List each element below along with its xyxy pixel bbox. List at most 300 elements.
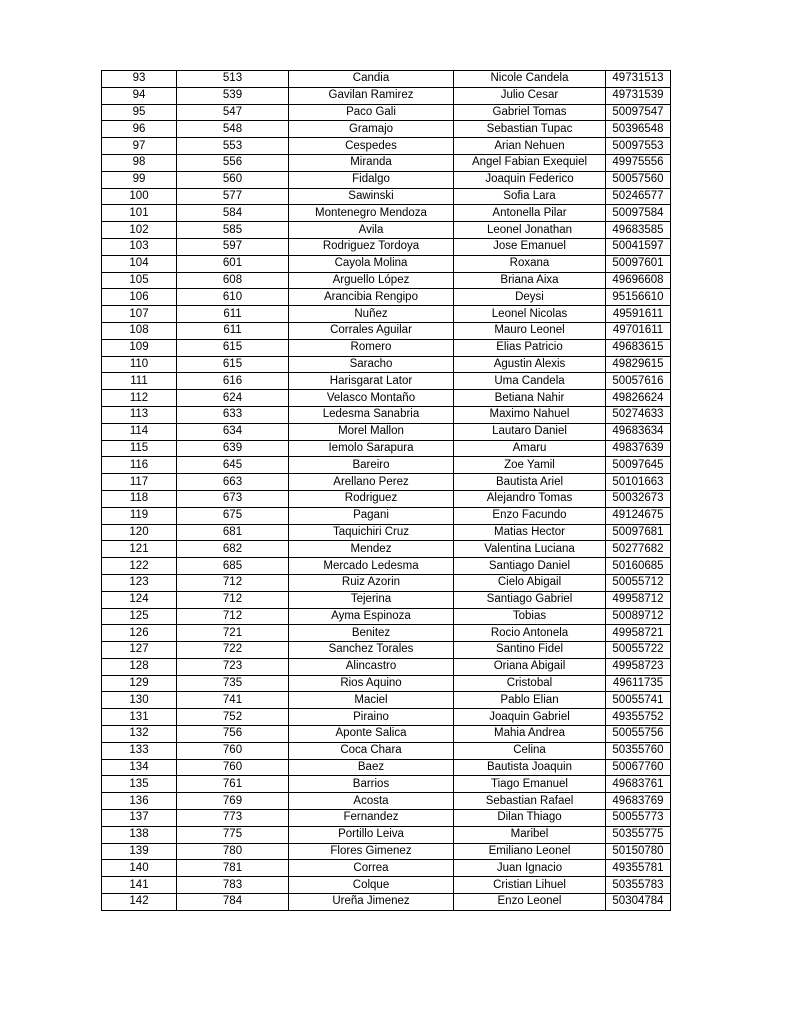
order-number-cell: 723 xyxy=(177,658,289,675)
surname-cell: Pagani xyxy=(289,507,454,524)
row-number-cell: 114 xyxy=(102,423,177,440)
row-number-cell: 115 xyxy=(102,440,177,457)
surname-cell: Iemolo Sarapura xyxy=(289,440,454,457)
order-number-cell: 722 xyxy=(177,642,289,659)
row-number-cell: 104 xyxy=(102,255,177,272)
given-names-cell: Enzo Facundo xyxy=(454,507,606,524)
surname-cell: Mercado Ledesma xyxy=(289,558,454,575)
table-row xyxy=(102,877,671,894)
id-number-cell: 50304784 xyxy=(606,894,671,911)
table-row xyxy=(102,558,671,575)
given-names-cell: Joaquin Gabriel xyxy=(454,709,606,726)
given-names-cell: Deysi xyxy=(454,289,606,306)
order-number-cell: 610 xyxy=(177,289,289,306)
id-number-cell: 50032673 xyxy=(606,490,671,507)
order-number-cell: 597 xyxy=(177,238,289,255)
order-number-cell: 513 xyxy=(177,71,289,88)
row-number-cell: 130 xyxy=(102,692,177,709)
surname-cell: Baez xyxy=(289,759,454,776)
given-names-cell: Bautista Ariel xyxy=(454,474,606,491)
given-names-cell: Rocio Antonela xyxy=(454,625,606,642)
row-number-cell: 101 xyxy=(102,205,177,222)
given-names-cell: Emiliano Leonel xyxy=(454,843,606,860)
table-row xyxy=(102,759,671,776)
table-body xyxy=(102,71,671,911)
order-number-cell: 783 xyxy=(177,877,289,894)
table-row xyxy=(102,255,671,272)
order-number-cell: 781 xyxy=(177,860,289,877)
surname-cell: Gavilan Ramirez xyxy=(289,87,454,104)
table-row xyxy=(102,490,671,507)
row-number-cell: 142 xyxy=(102,894,177,911)
surname-cell: Avila xyxy=(289,222,454,239)
given-names-cell: Sebastian Rafael xyxy=(454,793,606,810)
table-row xyxy=(102,423,671,440)
surname-cell: Ayma Espinoza xyxy=(289,608,454,625)
given-names-cell: Leonel Nicolas xyxy=(454,306,606,323)
surname-cell: Ruiz Azorin xyxy=(289,574,454,591)
given-names-cell: Santiago Daniel xyxy=(454,558,606,575)
row-number-cell: 135 xyxy=(102,776,177,793)
row-number-cell: 112 xyxy=(102,390,177,407)
table-row xyxy=(102,726,671,743)
surname-cell: Bareiro xyxy=(289,457,454,474)
row-number-cell: 118 xyxy=(102,490,177,507)
table-row xyxy=(102,390,671,407)
row-number-cell: 136 xyxy=(102,793,177,810)
order-number-cell: 756 xyxy=(177,726,289,743)
row-number-cell: 123 xyxy=(102,574,177,591)
table-row xyxy=(102,591,671,608)
table-row xyxy=(102,709,671,726)
given-names-cell: Pablo Elian xyxy=(454,692,606,709)
id-number-cell: 49975556 xyxy=(606,154,671,171)
given-names-cell: Enzo Leonel xyxy=(454,894,606,911)
id-number-cell: 50055756 xyxy=(606,726,671,743)
row-number-cell: 108 xyxy=(102,322,177,339)
table-row xyxy=(102,373,671,390)
given-names-cell: Cielo Abigail xyxy=(454,574,606,591)
order-number-cell: 712 xyxy=(177,591,289,608)
id-number-cell: 50097584 xyxy=(606,205,671,222)
given-names-cell: Tobias xyxy=(454,608,606,625)
row-number-cell: 105 xyxy=(102,272,177,289)
table-row xyxy=(102,625,671,642)
id-number-cell: 50089712 xyxy=(606,608,671,625)
id-number-cell: 50160685 xyxy=(606,558,671,575)
row-number-cell: 122 xyxy=(102,558,177,575)
table-row xyxy=(102,457,671,474)
id-number-cell: 49701611 xyxy=(606,322,671,339)
id-number-cell: 49611735 xyxy=(606,675,671,692)
order-number-cell: 560 xyxy=(177,171,289,188)
given-names-cell: Tiago Emanuel xyxy=(454,776,606,793)
order-number-cell: 585 xyxy=(177,222,289,239)
id-number-cell: 49826624 xyxy=(606,390,671,407)
row-number-cell: 95 xyxy=(102,104,177,121)
order-number-cell: 615 xyxy=(177,356,289,373)
given-names-cell: Jose Emanuel xyxy=(454,238,606,255)
order-number-cell: 769 xyxy=(177,793,289,810)
table-row xyxy=(102,138,671,155)
surname-cell: Benitez xyxy=(289,625,454,642)
order-number-cell: 663 xyxy=(177,474,289,491)
surname-cell: Rodriguez xyxy=(289,490,454,507)
given-names-cell: Cristian Lihuel xyxy=(454,877,606,894)
surname-cell: Sawinski xyxy=(289,188,454,205)
given-names-cell: Briana Aixa xyxy=(454,272,606,289)
surname-cell: Portillo Leiva xyxy=(289,826,454,843)
table-row xyxy=(102,776,671,793)
row-number-cell: 139 xyxy=(102,843,177,860)
table-row xyxy=(102,793,671,810)
order-number-cell: 547 xyxy=(177,104,289,121)
id-number-cell: 50057616 xyxy=(606,373,671,390)
given-names-cell: Valentina Luciana xyxy=(454,541,606,558)
order-number-cell: 556 xyxy=(177,154,289,171)
table-row xyxy=(102,574,671,591)
row-number-cell: 109 xyxy=(102,339,177,356)
id-number-cell: 50055741 xyxy=(606,692,671,709)
surname-cell: Corrales Aguilar xyxy=(289,322,454,339)
given-names-cell: Nicole Candela xyxy=(454,71,606,88)
order-number-cell: 721 xyxy=(177,625,289,642)
id-number-cell: 49683761 xyxy=(606,776,671,793)
surname-cell: Tejerina xyxy=(289,591,454,608)
table-row xyxy=(102,406,671,423)
surname-cell: Saracho xyxy=(289,356,454,373)
id-number-cell: 49591611 xyxy=(606,306,671,323)
row-number-cell: 120 xyxy=(102,524,177,541)
row-number-cell: 138 xyxy=(102,826,177,843)
surname-cell: Candia xyxy=(289,71,454,88)
order-number-cell: 681 xyxy=(177,524,289,541)
id-number-cell: 49683585 xyxy=(606,222,671,239)
surname-cell: Paco Gali xyxy=(289,104,454,121)
table-row xyxy=(102,860,671,877)
given-names-cell: Amaru xyxy=(454,440,606,457)
id-number-cell: 49731539 xyxy=(606,87,671,104)
surname-cell: Miranda xyxy=(289,154,454,171)
row-number-cell: 124 xyxy=(102,591,177,608)
given-names-cell: Cristobal xyxy=(454,675,606,692)
id-number-cell: 50097601 xyxy=(606,255,671,272)
table-row xyxy=(102,356,671,373)
surname-cell: Taquichiri Cruz xyxy=(289,524,454,541)
table-row xyxy=(102,894,671,911)
id-number-cell: 49829615 xyxy=(606,356,671,373)
table-row xyxy=(102,205,671,222)
id-number-cell: 50097681 xyxy=(606,524,671,541)
given-names-cell: Juan Ignacio xyxy=(454,860,606,877)
id-number-cell: 50396548 xyxy=(606,121,671,138)
row-number-cell: 97 xyxy=(102,138,177,155)
surname-cell: Arancibia Rengipo xyxy=(289,289,454,306)
given-names-cell: Maximo Nahuel xyxy=(454,406,606,423)
order-number-cell: 577 xyxy=(177,188,289,205)
order-number-cell: 611 xyxy=(177,306,289,323)
id-number-cell: 49683769 xyxy=(606,793,671,810)
given-names-cell: Mauro Leonel xyxy=(454,322,606,339)
row-number-cell: 126 xyxy=(102,625,177,642)
id-number-cell: 50097547 xyxy=(606,104,671,121)
table-row xyxy=(102,810,671,827)
row-number-cell: 125 xyxy=(102,608,177,625)
table-row xyxy=(102,71,671,88)
order-number-cell: 712 xyxy=(177,608,289,625)
id-number-cell: 49958712 xyxy=(606,591,671,608)
id-number-cell: 50055722 xyxy=(606,642,671,659)
surname-cell: Sanchez Torales xyxy=(289,642,454,659)
given-names-cell: Dilan Thiago xyxy=(454,810,606,827)
table-row xyxy=(102,474,671,491)
given-names-cell: Matias Hector xyxy=(454,524,606,541)
table-row xyxy=(102,188,671,205)
given-names-cell: Sebastian Tupac xyxy=(454,121,606,138)
row-number-cell: 96 xyxy=(102,121,177,138)
surname-cell: Fernandez xyxy=(289,810,454,827)
surname-cell: Rodriguez Tordoya xyxy=(289,238,454,255)
table-row xyxy=(102,272,671,289)
table-row xyxy=(102,121,671,138)
order-number-cell: 752 xyxy=(177,709,289,726)
given-names-cell: Antonella Pilar xyxy=(454,205,606,222)
table-row xyxy=(102,238,671,255)
surname-cell: Mendez xyxy=(289,541,454,558)
id-number-cell: 49696608 xyxy=(606,272,671,289)
id-number-cell: 49683634 xyxy=(606,423,671,440)
order-number-cell: 741 xyxy=(177,692,289,709)
given-names-cell: Alejandro Tomas xyxy=(454,490,606,507)
id-number-cell: 49355781 xyxy=(606,860,671,877)
row-number-cell: 110 xyxy=(102,356,177,373)
id-number-cell: 49958723 xyxy=(606,658,671,675)
row-number-cell: 129 xyxy=(102,675,177,692)
table-row xyxy=(102,826,671,843)
id-number-cell: 50097645 xyxy=(606,457,671,474)
id-number-cell: 50274633 xyxy=(606,406,671,423)
id-number-cell: 50355783 xyxy=(606,877,671,894)
row-number-cell: 93 xyxy=(102,71,177,88)
surname-cell: Romero xyxy=(289,339,454,356)
row-number-cell: 127 xyxy=(102,642,177,659)
surname-cell: Velasco Montaño xyxy=(289,390,454,407)
order-number-cell: 775 xyxy=(177,826,289,843)
surname-cell: Rios Aquino xyxy=(289,675,454,692)
order-number-cell: 539 xyxy=(177,87,289,104)
id-number-cell: 50355760 xyxy=(606,742,671,759)
surname-cell: Barrios xyxy=(289,776,454,793)
order-number-cell: 634 xyxy=(177,423,289,440)
given-names-cell: Uma Candela xyxy=(454,373,606,390)
row-number-cell: 106 xyxy=(102,289,177,306)
surname-cell: Maciel xyxy=(289,692,454,709)
surname-cell: Cespedes xyxy=(289,138,454,155)
row-number-cell: 132 xyxy=(102,726,177,743)
given-names-cell: Santino Fidel xyxy=(454,642,606,659)
table-row xyxy=(102,642,671,659)
given-names-cell: Agustin Alexis xyxy=(454,356,606,373)
given-names-cell: Oriana Abigail xyxy=(454,658,606,675)
surname-cell: Morel Mallon xyxy=(289,423,454,440)
order-number-cell: 584 xyxy=(177,205,289,222)
given-names-cell: Santiago Gabriel xyxy=(454,591,606,608)
table-row xyxy=(102,742,671,759)
given-names-cell: Bautista Joaquin xyxy=(454,759,606,776)
given-names-cell: Leonel Jonathan xyxy=(454,222,606,239)
row-number-cell: 141 xyxy=(102,877,177,894)
table-row xyxy=(102,154,671,171)
given-names-cell: Arian Nehuen xyxy=(454,138,606,155)
table-row xyxy=(102,322,671,339)
surname-cell: Colque xyxy=(289,877,454,894)
surname-cell: Aponte Salica xyxy=(289,726,454,743)
order-number-cell: 601 xyxy=(177,255,289,272)
surname-cell: Montenegro Mendoza xyxy=(289,205,454,222)
id-number-cell: 50277682 xyxy=(606,541,671,558)
table-row xyxy=(102,306,671,323)
id-number-cell: 50246577 xyxy=(606,188,671,205)
id-number-cell: 49355752 xyxy=(606,709,671,726)
table-row xyxy=(102,171,671,188)
given-names-cell: Julio Cesar xyxy=(454,87,606,104)
given-names-cell: Joaquin Federico xyxy=(454,171,606,188)
id-number-cell: 50101663 xyxy=(606,474,671,491)
id-number-cell: 50150780 xyxy=(606,843,671,860)
order-number-cell: 760 xyxy=(177,759,289,776)
table-row xyxy=(102,339,671,356)
surname-cell: Flores Gimenez xyxy=(289,843,454,860)
table-row xyxy=(102,692,671,709)
table-row xyxy=(102,289,671,306)
table-row xyxy=(102,541,671,558)
order-number-cell: 773 xyxy=(177,810,289,827)
id-number-cell: 50041597 xyxy=(606,238,671,255)
table-row xyxy=(102,675,671,692)
surname-cell: Coca Chara xyxy=(289,742,454,759)
table-row xyxy=(102,87,671,104)
table-row xyxy=(102,104,671,121)
row-number-cell: 133 xyxy=(102,742,177,759)
table-row xyxy=(102,507,671,524)
surname-cell: Gramajo xyxy=(289,121,454,138)
id-number-cell: 50097553 xyxy=(606,138,671,155)
surname-cell: Ledesma Sanabria xyxy=(289,406,454,423)
row-number-cell: 102 xyxy=(102,222,177,239)
table-row xyxy=(102,524,671,541)
row-number-cell: 107 xyxy=(102,306,177,323)
order-number-cell: 780 xyxy=(177,843,289,860)
row-number-cell: 100 xyxy=(102,188,177,205)
row-number-cell: 99 xyxy=(102,171,177,188)
row-number-cell: 116 xyxy=(102,457,177,474)
id-number-cell: 49958721 xyxy=(606,625,671,642)
order-number-cell: 616 xyxy=(177,373,289,390)
order-number-cell: 553 xyxy=(177,138,289,155)
given-names-cell: Gabriel Tomas xyxy=(454,104,606,121)
surname-cell: Correa xyxy=(289,860,454,877)
order-number-cell: 645 xyxy=(177,457,289,474)
order-number-cell: 673 xyxy=(177,490,289,507)
given-names-cell: Roxana xyxy=(454,255,606,272)
order-number-cell: 633 xyxy=(177,406,289,423)
row-number-cell: 134 xyxy=(102,759,177,776)
table-row xyxy=(102,440,671,457)
surname-cell: Acosta xyxy=(289,793,454,810)
id-number-cell: 49683615 xyxy=(606,339,671,356)
order-number-cell: 639 xyxy=(177,440,289,457)
student-list-table xyxy=(101,70,671,911)
row-number-cell: 140 xyxy=(102,860,177,877)
surname-cell: Cayola Molina xyxy=(289,255,454,272)
surname-cell: Piraino xyxy=(289,709,454,726)
order-number-cell: 548 xyxy=(177,121,289,138)
row-number-cell: 131 xyxy=(102,709,177,726)
order-number-cell: 682 xyxy=(177,541,289,558)
row-number-cell: 119 xyxy=(102,507,177,524)
row-number-cell: 103 xyxy=(102,238,177,255)
table-row xyxy=(102,843,671,860)
table-row xyxy=(102,608,671,625)
id-number-cell: 50355775 xyxy=(606,826,671,843)
row-number-cell: 117 xyxy=(102,474,177,491)
surname-cell: Fidalgo xyxy=(289,171,454,188)
given-names-cell: Sofia Lara xyxy=(454,188,606,205)
order-number-cell: 784 xyxy=(177,894,289,911)
id-number-cell: 50057560 xyxy=(606,171,671,188)
surname-cell: Arellano Perez xyxy=(289,474,454,491)
row-number-cell: 128 xyxy=(102,658,177,675)
order-number-cell: 675 xyxy=(177,507,289,524)
given-names-cell: Maribel xyxy=(454,826,606,843)
id-number-cell: 49837639 xyxy=(606,440,671,457)
surname-cell: Ureña Jimenez xyxy=(289,894,454,911)
order-number-cell: 624 xyxy=(177,390,289,407)
given-names-cell: Angel Fabian Exequiel xyxy=(454,154,606,171)
surname-cell: Harisgarat Lator xyxy=(289,373,454,390)
given-names-cell: Lautaro Daniel xyxy=(454,423,606,440)
row-number-cell: 98 xyxy=(102,154,177,171)
surname-cell: Alincastro xyxy=(289,658,454,675)
order-number-cell: 761 xyxy=(177,776,289,793)
given-names-cell: Mahia Andrea xyxy=(454,726,606,743)
table-row xyxy=(102,658,671,675)
order-number-cell: 608 xyxy=(177,272,289,289)
order-number-cell: 611 xyxy=(177,322,289,339)
surname-cell: Nuñez xyxy=(289,306,454,323)
id-number-cell: 49124675 xyxy=(606,507,671,524)
surname-cell: Arguello López xyxy=(289,272,454,289)
order-number-cell: 685 xyxy=(177,558,289,575)
row-number-cell: 137 xyxy=(102,810,177,827)
id-number-cell: 95156610 xyxy=(606,289,671,306)
given-names-cell: Zoe Yamil xyxy=(454,457,606,474)
row-number-cell: 121 xyxy=(102,541,177,558)
order-number-cell: 712 xyxy=(177,574,289,591)
given-names-cell: Elias Patricio xyxy=(454,339,606,356)
order-number-cell: 615 xyxy=(177,339,289,356)
id-number-cell: 49731513 xyxy=(606,71,671,88)
id-number-cell: 50067760 xyxy=(606,759,671,776)
id-number-cell: 50055712 xyxy=(606,574,671,591)
given-names-cell: Betiana Nahir xyxy=(454,390,606,407)
order-number-cell: 735 xyxy=(177,675,289,692)
row-number-cell: 113 xyxy=(102,406,177,423)
row-number-cell: 111 xyxy=(102,373,177,390)
id-number-cell: 50055773 xyxy=(606,810,671,827)
given-names-cell: Celina xyxy=(454,742,606,759)
row-number-cell: 94 xyxy=(102,87,177,104)
